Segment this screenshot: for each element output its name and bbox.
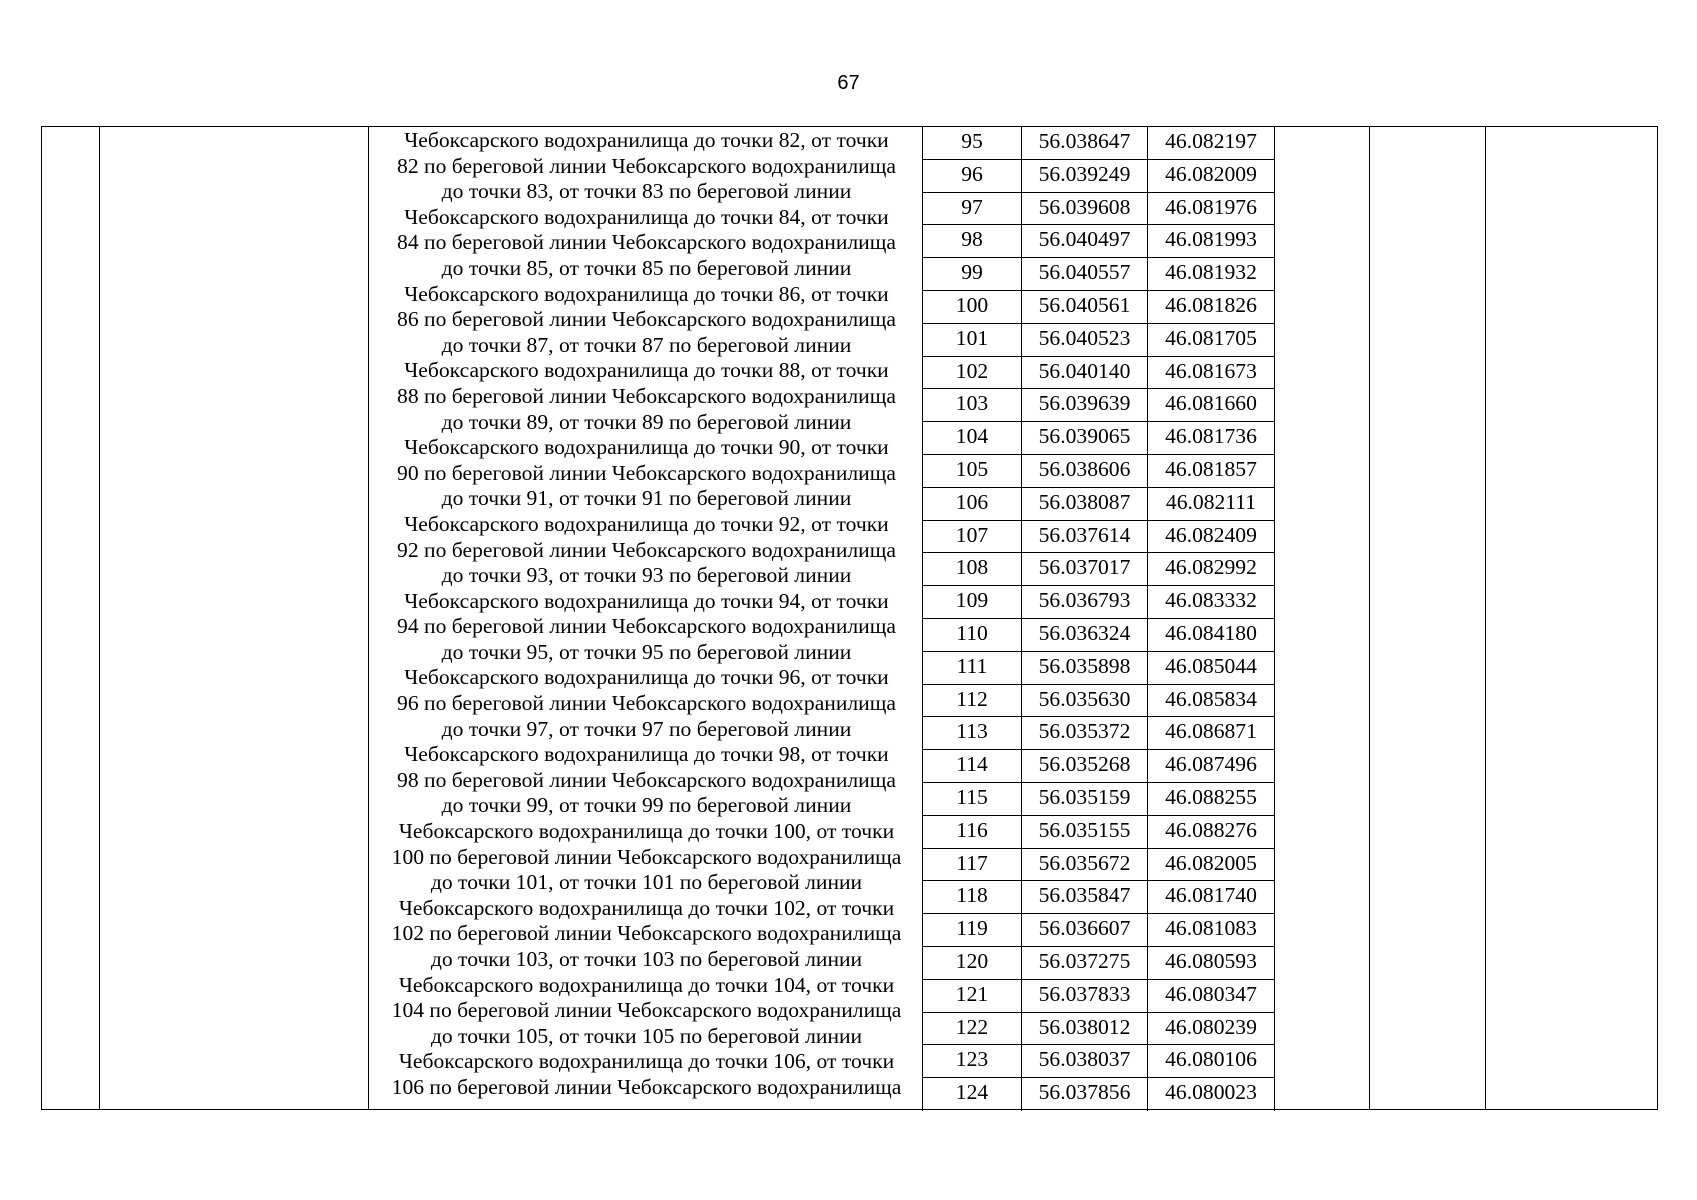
point-number-cell: 106 <box>922 488 1021 520</box>
point-number-cell: 111 <box>922 652 1021 684</box>
table-row <box>922 324 1275 357</box>
table-row <box>922 357 1275 390</box>
page-number: 67 <box>837 72 860 94</box>
latitude-cell: 56.039639 <box>1021 389 1147 421</box>
longitude-cell: 46.080239 <box>1147 1013 1275 1045</box>
longitude-cell: 46.081932 <box>1147 258 1275 290</box>
table-row <box>922 1013 1275 1046</box>
longitude-cell: 46.081673 <box>1147 357 1275 389</box>
longitude-cell: 46.081083 <box>1147 914 1275 946</box>
latitude-cell: 56.036607 <box>1021 914 1147 946</box>
longitude-cell: 46.080023 <box>1147 1078 1275 1111</box>
point-number-cell: 114 <box>922 750 1021 782</box>
description-line: 96 по береговой линии Чебоксарского водохранилища <box>397 691 896 716</box>
longitude-cell: 46.086871 <box>1147 717 1275 749</box>
column-divider <box>99 127 100 1109</box>
description-line: Чебоксарского водохранилища до точки 92, от точки <box>404 511 889 536</box>
table-row <box>922 1045 1275 1078</box>
column-divider <box>1485 127 1486 1109</box>
table-row <box>922 488 1275 521</box>
table-row <box>922 521 1275 554</box>
table-row <box>922 750 1275 783</box>
description-line: до точки 93, от точки 93 по береговой линии <box>441 563 852 588</box>
description-line: 92 по береговой линии Чебоксарского водохранилища <box>397 537 896 562</box>
latitude-cell: 56.036324 <box>1021 619 1147 651</box>
longitude-cell: 46.081857 <box>1147 455 1275 487</box>
longitude-cell: 46.082111 <box>1147 488 1275 520</box>
table-row <box>922 160 1275 193</box>
latitude-cell: 56.037833 <box>1021 980 1147 1012</box>
latitude-cell: 56.040497 <box>1021 225 1147 257</box>
latitude-cell: 56.037614 <box>1021 521 1147 553</box>
table-row <box>922 553 1275 586</box>
description-line: Чебоксарского водохранилища до точки 86, от точки <box>404 281 889 306</box>
point-number-cell: 124 <box>922 1078 1021 1111</box>
latitude-cell: 56.035159 <box>1021 783 1147 815</box>
table-row <box>922 947 1275 980</box>
point-number-cell: 109 <box>922 586 1021 618</box>
point-number-cell: 107 <box>922 521 1021 553</box>
point-number-cell: 100 <box>922 291 1021 323</box>
latitude-cell: 56.039065 <box>1021 422 1147 454</box>
point-number-cell: 122 <box>922 1013 1021 1045</box>
point-number-cell: 95 <box>922 127 1021 159</box>
description-line: до точки 105, от точки 105 по береговой линии <box>430 1023 863 1048</box>
longitude-cell: 46.081976 <box>1147 193 1275 225</box>
point-number-cell: 113 <box>922 717 1021 749</box>
longitude-cell: 46.087496 <box>1147 750 1275 782</box>
latitude-cell: 56.039608 <box>1021 193 1147 225</box>
table-row <box>922 619 1275 652</box>
longitude-cell: 46.088255 <box>1147 783 1275 815</box>
table-row <box>922 422 1275 455</box>
longitude-cell: 46.080106 <box>1147 1045 1275 1077</box>
latitude-cell: 56.035898 <box>1021 652 1147 684</box>
longitude-cell: 46.082197 <box>1147 127 1275 159</box>
table-row <box>922 586 1275 619</box>
description-line: 102 по береговой линии Чебоксарского водохранилища <box>391 921 902 946</box>
description-line: до точки 97, от точки 97 по береговой линии <box>441 716 852 741</box>
description-line: до точки 89, от точки 89 по береговой линии <box>441 409 852 434</box>
description-line: Чебоксарского водохранилища до точки 82, от точки <box>404 128 889 152</box>
description-line: Чебоксарского водохранилища до точки 90, от точки <box>404 435 889 460</box>
latitude-cell: 56.037017 <box>1021 553 1147 585</box>
point-number-cell: 118 <box>922 881 1021 913</box>
description-line: Чебоксарского водохранилища до точки 102, от точки <box>398 895 895 920</box>
point-number-cell: 120 <box>922 947 1021 979</box>
description-line: до точки 101, от точки 101 по береговой линии <box>430 870 863 895</box>
table-row <box>922 980 1275 1013</box>
table-row <box>922 652 1275 685</box>
column-divider <box>1369 127 1370 1109</box>
description-line: 106 по береговой линии Чебоксарского водохранилища <box>391 1074 902 1099</box>
point-number-cell: 103 <box>922 389 1021 421</box>
description-line: 98 по береговой линии Чебоксарского водохранилища <box>397 767 896 792</box>
point-number-cell: 98 <box>922 225 1021 257</box>
table-row <box>922 1078 1275 1111</box>
table-row <box>922 717 1275 750</box>
longitude-cell: 46.081705 <box>1147 324 1275 356</box>
description-line: до точки 87, от точки 87 по береговой линии <box>441 332 852 357</box>
longitude-cell: 46.081660 <box>1147 389 1275 421</box>
table-row <box>922 783 1275 816</box>
description-line: Чебоксарского водохранилища до точки 94, от точки <box>404 588 889 613</box>
coordinates-table <box>41 126 1658 1110</box>
longitude-cell: 46.082005 <box>1147 849 1275 881</box>
description-line: Чебоксарского водохранилища до точки 88, от точки <box>404 358 889 383</box>
description-line: Чебоксарского водохранилища до точки 106, от точки <box>398 1049 895 1074</box>
point-number-cell: 101 <box>922 324 1021 356</box>
description-line: 94 по береговой линии Чебоксарского водохранилища <box>397 614 896 639</box>
point-number-cell: 108 <box>922 553 1021 585</box>
longitude-cell: 46.081736 <box>1147 422 1275 454</box>
longitude-cell: 46.082992 <box>1147 553 1275 585</box>
description-line: Чебоксарского водохранилища до точки 98, от точки <box>404 742 889 767</box>
table-row <box>922 258 1275 291</box>
point-number-cell: 123 <box>922 1045 1021 1077</box>
longitude-cell: 46.084180 <box>1147 619 1275 651</box>
point-number-cell: 110 <box>922 619 1021 651</box>
point-number-cell: 96 <box>922 160 1021 192</box>
description-line: Чебоксарского водохранилища до точки 104, от точки <box>398 972 895 997</box>
longitude-cell: 46.080593 <box>1147 947 1275 979</box>
description-line: Чебоксарского водохранилища до точки 100, от точки <box>398 819 895 844</box>
boundary-description <box>370 127 923 1109</box>
table-row <box>922 389 1275 422</box>
latitude-cell: 56.036793 <box>1021 586 1147 618</box>
point-number-cell: 102 <box>922 357 1021 389</box>
latitude-cell: 56.040140 <box>1021 357 1147 389</box>
description-line: Чебоксарского водохранилища до точки 96, от точки <box>404 665 889 690</box>
table-row <box>922 685 1275 718</box>
longitude-cell: 46.083332 <box>1147 586 1275 618</box>
table-row <box>922 881 1275 914</box>
description-line: до точки 95, от точки 95 по береговой линии <box>441 639 852 664</box>
longitude-cell: 46.081826 <box>1147 291 1275 323</box>
table-row <box>922 914 1275 947</box>
description-line: до точки 103, от точки 103 по береговой линии <box>430 947 863 971</box>
longitude-cell: 46.082009 <box>1147 160 1275 192</box>
point-number-cell: 115 <box>922 783 1021 815</box>
point-number-cell: 117 <box>922 849 1021 881</box>
description-line: Чебоксарского водохранилища до точки 84, от точки <box>404 204 889 229</box>
description-line: до точки 99, от точки 99 по береговой линии <box>441 793 852 818</box>
latitude-cell: 56.035155 <box>1021 816 1147 848</box>
longitude-cell: 46.081740 <box>1147 881 1275 913</box>
point-number-cell: 104 <box>922 422 1021 454</box>
point-number-cell: 97 <box>922 193 1021 225</box>
latitude-cell: 56.038606 <box>1021 455 1147 487</box>
longitude-cell: 46.088276 <box>1147 816 1275 848</box>
latitude-cell: 56.038037 <box>1021 1045 1147 1077</box>
column-divider <box>368 127 369 1109</box>
point-number-cell: 112 <box>922 685 1021 717</box>
latitude-cell: 56.035847 <box>1021 881 1147 913</box>
table-row <box>922 291 1275 324</box>
latitude-cell: 56.040557 <box>1021 258 1147 290</box>
longitude-cell: 46.081993 <box>1147 225 1275 257</box>
latitude-cell: 56.038647 <box>1021 127 1147 159</box>
table-row <box>922 455 1275 488</box>
latitude-cell: 56.035672 <box>1021 849 1147 881</box>
longitude-cell: 46.080347 <box>1147 980 1275 1012</box>
table-row <box>922 193 1275 226</box>
description-line: до точки 85, от точки 85 по береговой линии <box>441 255 852 280</box>
latitude-cell: 56.035630 <box>1021 685 1147 717</box>
latitude-cell: 56.038087 <box>1021 488 1147 520</box>
table-row <box>922 127 1275 160</box>
point-number-cell: 121 <box>922 980 1021 1012</box>
latitude-cell: 56.035268 <box>1021 750 1147 782</box>
latitude-cell: 56.040523 <box>1021 324 1147 356</box>
longitude-cell: 46.082409 <box>1147 521 1275 553</box>
point-number-cell: 119 <box>922 914 1021 946</box>
longitude-cell: 46.085044 <box>1147 652 1275 684</box>
latitude-cell: 56.037856 <box>1021 1078 1147 1111</box>
point-number-cell: 99 <box>922 258 1021 290</box>
description-line: 84 по береговой линии Чебоксарского водохранилища <box>397 230 896 255</box>
latitude-cell: 56.039249 <box>1021 160 1147 192</box>
description-line: 100 по береговой линии Чебоксарского водохранилища <box>391 844 902 869</box>
table-row <box>922 225 1275 258</box>
longitude-cell: 46.085834 <box>1147 685 1275 717</box>
table-row <box>922 849 1275 882</box>
description-line: 82 по береговой линии Чебоксарского водохранилища <box>397 153 896 178</box>
description-line: 104 по береговой линии Чебоксарского водохранилища <box>391 998 902 1023</box>
description-line: 88 по береговой линии Чебоксарского водохранилища <box>397 383 896 408</box>
latitude-cell: 56.040561 <box>1021 291 1147 323</box>
description-line: 90 по береговой линии Чебоксарского водохранилища <box>397 460 896 485</box>
point-number-cell: 116 <box>922 816 1021 848</box>
description-line: 86 по береговой линии Чебоксарского водохранилища <box>397 307 896 332</box>
description-line: до точки 83, от точки 83 по береговой линии <box>441 179 852 204</box>
latitude-cell: 56.037275 <box>1021 947 1147 979</box>
point-number-cell: 105 <box>922 455 1021 487</box>
description-line: до точки 91, от точки 91 по береговой линии <box>441 486 852 511</box>
points-grid <box>922 127 1275 1111</box>
table-row <box>922 816 1275 849</box>
latitude-cell: 56.035372 <box>1021 717 1147 749</box>
latitude-cell: 56.038012 <box>1021 1013 1147 1045</box>
